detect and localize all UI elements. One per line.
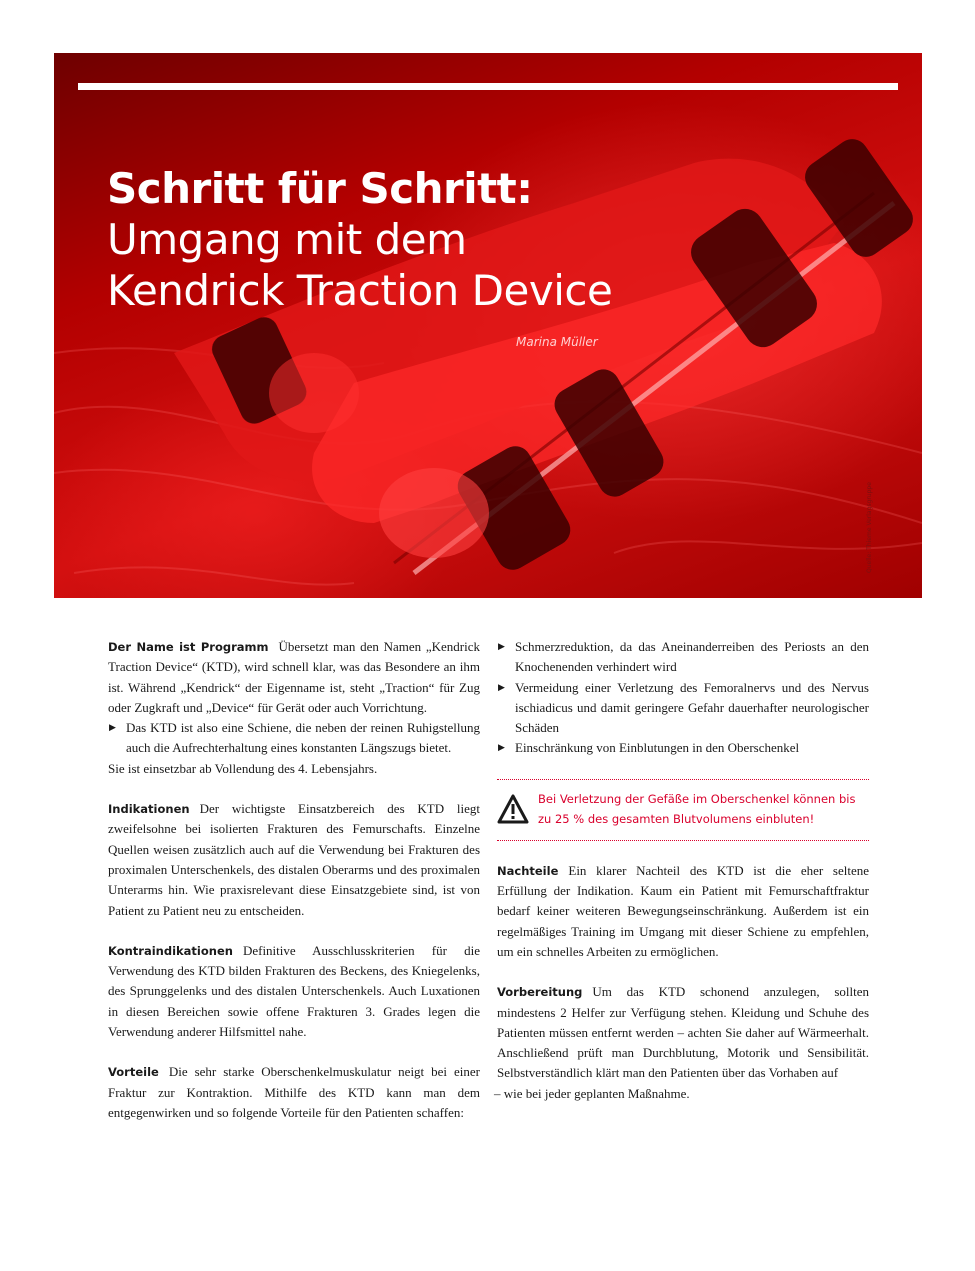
advantages-bullet-list (497, 637, 869, 759)
warning-text: Bei Verletzung der Gefäße im Oberschenkel können bis zu 25 % des gesamten Blutvolumens einbluten! (538, 791, 856, 827)
warning-box (497, 779, 869, 841)
article-title (107, 163, 612, 316)
indications-paragraph (108, 799, 480, 921)
top-rule (78, 83, 898, 90)
disadvantages-paragraph (497, 861, 869, 962)
contraindications-text: Definitive Ausschlusskriterien für die Verwendung des KTD bilden Frakturen des Beckens, des Kniegelenks, des Sprunggelenks und des distalen Unterschenkels. Auch Luxationen in diesen Bereichen sowie offene Frakturen 3. Grades legen die Verwendung anderer Hilfsmittel nahe. (108, 942, 480, 1040)
indications-text: Der wichtigste Einsatzbereich des KTD liegt zweifelsohne bei isolierten Frakturen des Femurschafts. Einzelne Quellen weisen zusätzlich auch auf die Verwendung bei Frakturen des proximalen Unterschenkels, des distalen Oberarms und des proximalen Unterarms hin. Wie praxisrelevant diese Einsatzgebiete sind, ist von Patient zu Patient neu zu entscheiden. (108, 801, 480, 918)
list-item: ▶ Das KTD ist also eine Schiene, die neben der reinen Ruhigstellung auch die Aufrechterhaltung eines konstanten Längszugs bietet. (108, 718, 480, 759)
title-line-3: Kendrick Traction Device (107, 266, 613, 315)
section-lead-indications: Indikationen (108, 802, 190, 817)
list-item: ▶ Schmerzreduktion, da das Aneinanderreiben des Periosts an den Knochenenden verhindert wird (497, 637, 869, 678)
intro-paragraph (108, 637, 480, 718)
right-column (494, 637, 869, 1104)
section-lead-contraindications: Kontraindikationen (108, 943, 233, 958)
preparation-text-continued: – wie bei jeder geplanten Maßnahme. (494, 1085, 690, 1101)
intro-after-text: Sie ist einsetzbar ab Vollendung des 4. Lebensjahrs. (108, 760, 378, 776)
hero-photo-illustration (54, 53, 922, 598)
section-lead-name: Der Name ist Programm (108, 640, 269, 654)
hero-image (54, 53, 922, 598)
section-lead-preparation: Vorbereitung (497, 985, 583, 1000)
title-bold-line: Schritt für Schritt: (107, 164, 533, 213)
contraindications-paragraph (108, 941, 480, 1042)
advantages-text: Die sehr starke Oberschenkelmuskulatur neigt bei einer Fraktur zur Kontraktion. Mithilfe des KTD kann man dem entgegenwirken und so folgende Vorteile für den Patienten schaffen: (108, 1064, 480, 1120)
intro-bullet-list (108, 718, 480, 759)
photo-credit: Quelle: Thieme Verlagsgruppe (866, 482, 873, 573)
section-lead-disadvantages: Nachteile (497, 863, 559, 878)
author-name: Marina Müller (516, 335, 598, 349)
list-item: ▶ Vermeidung einer Verletzung des Femoralnervs und des Nervus ischiadicus und damit geringere Gefahr dauerhafter neurologischer Schäden (497, 678, 869, 739)
advantages-paragraph (108, 1062, 480, 1123)
title-line-2: Umgang mit dem (107, 215, 467, 264)
left-column (108, 637, 480, 1123)
section-lead-advantages: Vorteile (108, 1065, 159, 1080)
disadvantages-text: Ein klarer Nachteil des KTD ist die eher seltene Erfüllung der Indikation. Kaum ein Patient mit Femurschaftfraktur bedarf keiner weiteren Bewegungseinschränkung. Außerdem ist ein regelmäßiges Training im Umgang mit dieser Schiene zu empfehlen, um ein schnelles Arbeiten zu ermöglichen. (497, 862, 869, 959)
intro-text: Übersetzt man den Namen „Kendrick Traction Device“ (KTD), wird schnell klar, was das Besondere an ihm ist. Während „Kendrick“ der Eigenname ist, steht „Traction“ für Zug oder Zugkraft und „Device“ für Gerät oder auch Vorrichtung. (108, 639, 480, 715)
preparation-paragraph (497, 982, 869, 1083)
list-item: ▶ Einschränkung von Einblutungen in den Oberschenkel (497, 738, 869, 758)
preparation-text: Um das KTD schonend anzulegen, sollten mindestens 2 Helfer zur Verfügung stehen. Kleidung und Schuhe des Patienten müssen entfernt werden – achten Sie daher auf Wärmeerhalt. Anschließend prüft man Durchblutung, Motorik und Sensibilität. Selbstverständlich klärt man den Patienten über das Vorhaben auf (497, 984, 869, 1081)
warning-triangle-icon (497, 794, 529, 824)
